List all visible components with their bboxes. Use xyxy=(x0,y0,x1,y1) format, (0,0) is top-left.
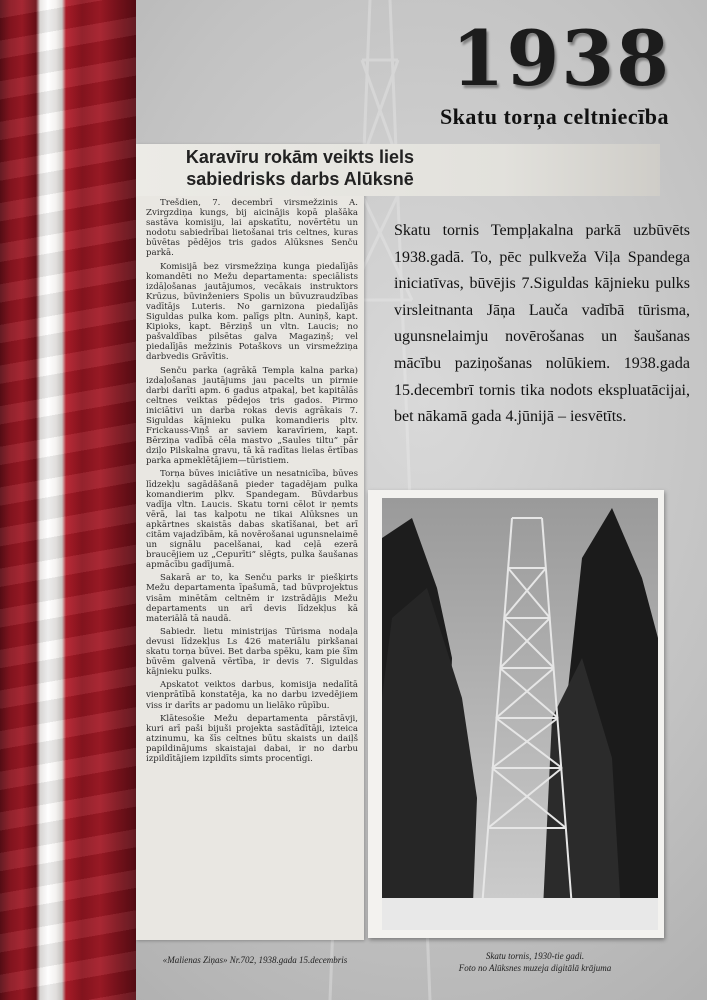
description-text: Skatu tornis Tempļakalna parkā uzbūvēts 1938.gadā. To, pēc pulkveža Viļa Spandega iniciatīvas, būvējis 7.Siguldas kājnieku pulks virsleitnanta Jāņa Lauča vadībā tūrisma, ugunsnelaimju novērošanas un šaušanas mācību paziņošanas nolūkiem. 1938.gada 15.decembrī tornis tika nodots ekspluatācijai, bet nākamā gada 4.jūnijā – iesvētīts. xyxy=(394,222,690,426)
tower-photo xyxy=(382,498,658,930)
page-year-title: 1938 xyxy=(451,14,671,103)
clipping-headline: Karavīru rokām veikts liels sabiedrisks darbs Alūksnē xyxy=(185,147,415,189)
photo-caption xyxy=(420,950,650,974)
clipping-paragraph: Torņa būves iniciātīve un nesatnicība, būves līdzekļu sagādāšanā pieder tagadējam pulka komandierim plkv. Spandegam. Būvdarbus vadīja vltn. Laucis. Skatu torni cēlot ir ņemts vērā, lai tas kalpotu ne tikai Alūksnes un apkārtnes skaistās dabas skatīšanai, bet arī citām vajadzībām, kā novērošanai ugunsnelaimē un signālu pacelšanai, kad ceļā ezerā braucējiem uz „Cepurīti” slēgts, pulka šaušanas apmācību gadījumā. xyxy=(146,469,358,571)
clipping-paragraph: Sakarā ar to, ka Senču parks ir piešķirts Mežu departamenta īpašumā, tad būvprojektus visām minētām celtnēm ir izstrādājis Mežu departaments un arī devis līdzekļus kā materiālā tā naudā. xyxy=(146,573,358,624)
clipping-caption: «Malienas Ziņas» Nr.702, 1938.gada 15.decembris xyxy=(162,955,348,965)
clipping-paragraph: Apskatot veiktos darbus, komisija nedalītā vienprātībā konstatēja, ka no darbu izvedējiem viss ir darīts ar padomu un lielāko rūpību. xyxy=(146,680,358,711)
photo-caption-line: Skatu tornis, 1930-tie gadi. xyxy=(485,951,585,961)
latvian-flag-drape xyxy=(0,0,136,1000)
photo-caption-line: Foto no Alūksnes muzeja digitālā krājuma xyxy=(458,963,612,973)
clipping-paragraph: Senču parka (agrākā Templa kalna parka) izdaļošanas jautājums jau pacelts un pirmie darbi darīti apm. 6 gadus atpakaļ, bet kapitālās celtnes veiktas pēdejos tris gados. Pirmo iniciātivi un darba rokas devis agrākais 7. Siguldas kājnieku pulka komandieris pltv. Frickauss-Viņš ar saviem karavīriem, kapt. Bērziņa vadībā cēla mastvo „Saules tiltu” pār dziļo Pilskalna gravu, tā kā radītas lielas ērtības parka apmeklētājiem—tūristiem. xyxy=(146,365,358,467)
page-subtitle: Skatu torņa celtniecība xyxy=(439,104,669,129)
clipping-paragraph: Komisijā bez virsmežziņa kunga piedalījās komandēti no Mežu departamenta: speciālists izdāļošanas jautājumos, vecākais instruktors Krūzus, būvinženiers Spolis un būvuzraudzības vadītājs Luteris. No garnizona piedalījās Siguldas pulka kom. palīgs pltn. Auniņš, kapt. Kipioks, kapt. Bērziņš un vltn. Laucis; no pašvaldības pilsētas galva Magaziņš; vel piedalījās mežzinis Potaškovs un virsmežziņa darbvedis Grāvītis. xyxy=(146,261,358,363)
clipping-paragraph: Sabiedr. lietu ministrijas Tūrisma nodaļa devusi līdzekļus Ls 426 materiālu pirkšanai skatu torņa būvei. Bet darba spēku, kam pie šīm būvēm galvenā vērtība, ir devis 7. Siguldas kājnieku pulks. xyxy=(146,626,358,678)
clipping-paragraph: Trešdien, 7. decembrī virsmežzinis A. Zvirgzdiņa kungs, bij aicinājis kopā plašāka sastāva komisiju, lai apskatītu, novērtētu un nodotu sabiedrībai lietošanai tris celtnes, kuras būvētas pēdējos tris gados Alūksnes Senču parkā. xyxy=(146,198,358,259)
clipping-body xyxy=(146,198,358,934)
clipping-paragraph: Klātesošie Mežu departamenta pārstāvji, kuri arī paši bijuši projekta sastādītāji, izteica atzinumu, ka šīs celtnes būtu skaists un daiļš papildinājums skaistajai dabai, ir no darbu izpildītājiem izpildīts simts procentīgi. xyxy=(146,713,358,764)
